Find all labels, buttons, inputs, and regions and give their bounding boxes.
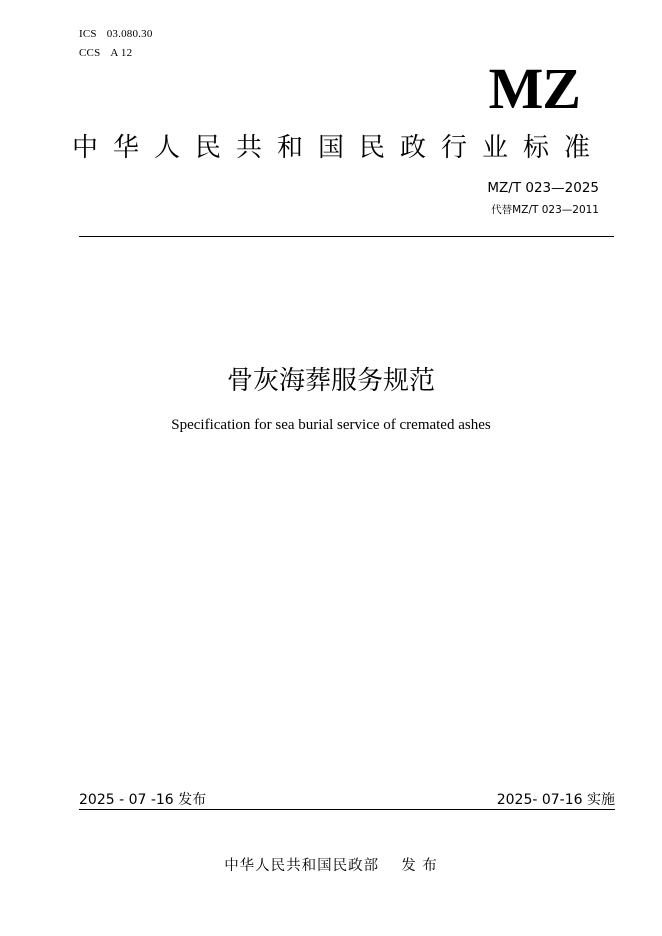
document-title-cn: 骨灰海葬服务规范: [226, 366, 435, 396]
ics-value: 03.080.30: [106, 28, 153, 40]
ccs-label: CCS: [79, 47, 101, 59]
top-divider: [79, 236, 614, 237]
standard-number: MZ/T 023—2025: [487, 180, 599, 196]
publish-date: 2025 - 07 -16 发布: [79, 792, 207, 808]
ics-label: ICS: [79, 28, 97, 40]
issuer-name: 中华人民共和国民政部: [224, 858, 380, 874]
document-title-en: Specification for sea burial service of cremated ashes: [171, 417, 491, 433]
replaces-standard: 代替MZ/T 023—2011: [491, 204, 599, 216]
implement-date: 2025- 07-16 实施: [496, 792, 615, 808]
ics-code: [79, 28, 153, 40]
ccs-value: A 12: [110, 47, 133, 59]
issuer-line: [0, 854, 662, 875]
mz-logo: MZ: [488, 56, 580, 121]
bottom-divider: [79, 809, 615, 810]
org-title: 中华人民共和国民政行业标准: [72, 133, 606, 163]
ccs-code: [79, 47, 132, 59]
issue-word: 发 布: [401, 858, 438, 874]
